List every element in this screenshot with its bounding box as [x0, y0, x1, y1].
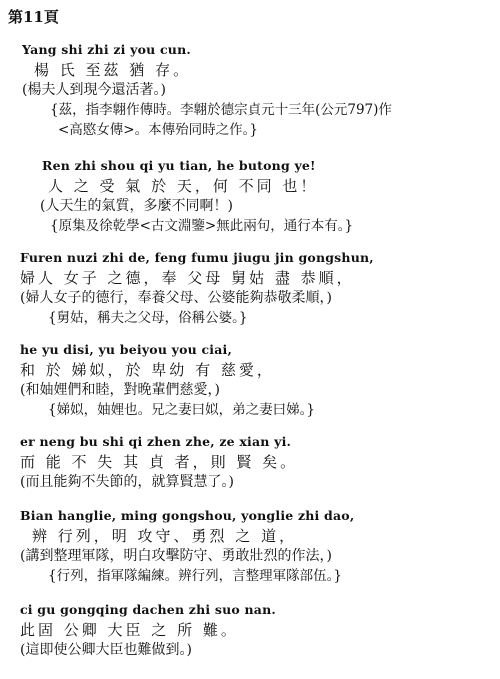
chinese-line: 楊 氏 至茲 猶 存。 — [34, 61, 192, 79]
translation-line: (人天生的氣質，多麼不同啊！) — [40, 198, 233, 214]
note-line: {舅姑，稱夫之父母，俗稱公婆。} — [48, 310, 248, 326]
translation-line: (講到整理軍隊，明白攻擊防守、勇敢壯烈的作法，) — [20, 548, 332, 564]
pinyin-line: Yang shi zhi zi you cun. — [22, 42, 191, 57]
translation-line: (和妯娌們和睦，對晚輩們慈愛，) — [20, 382, 220, 398]
note-line: {茲，指李翺作傳時。李翺於德宗貞元十三年(公元797)作 — [50, 102, 392, 118]
pinyin-line: Furen nuzi zhi de, feng fumu jiugu jin gongshun, — [20, 250, 374, 265]
translation-line: (婦人女子的德行，奉養父母、公婆能夠恭敬柔順，) — [20, 290, 332, 306]
chinese-line: 人 之 受 氣 於 天，何 不同 也！ — [48, 177, 319, 195]
pinyin-line: he yu disi, yu beiyou you ciai, — [20, 342, 233, 357]
note-line: {娣姒，妯娌也。兄之妻曰姒，弟之妻曰娣。} — [48, 402, 315, 418]
translation-line: (這即使公卿大臣也難做到。) — [20, 642, 192, 658]
pinyin-line: ci gu gongqing dachen zhi suo nan. — [20, 602, 276, 617]
pinyin-line: er neng bu shi qi zhen zhe, ze xian yi. — [20, 434, 292, 449]
note-line: {行列，指軍隊編練。辨行列，言整理軍隊部伍。} — [48, 568, 342, 584]
page-number: 第11頁 — [8, 8, 59, 26]
pinyin-line: Ren zhi shou qi yu tian, he butong ye! — [42, 158, 316, 173]
chinese-line: 辨 行列，明 攻守、勇烈 之 道， — [32, 527, 298, 545]
note-line: {原集及徐乾學<古文淵鑒>無此兩句，通行本有。} — [50, 218, 354, 234]
chinese-line: 和 於 娣姒，於 卑幼 有 慈愛， — [20, 361, 275, 379]
chinese-line: 婦人 女子 之德，奉 父母 舅姑 盡 恭順， — [20, 269, 355, 287]
pinyin-line: Bian hanglie, ming gongshou, yonglie zhi dao, — [20, 508, 355, 523]
translation-line: (楊夫人到現今還活著。) — [22, 82, 166, 98]
chinese-line: 此固 公卿 大臣 之 所 難。 — [20, 621, 239, 639]
chinese-line: 而 能 不 失 其 貞 者，則 賢 矣。 — [20, 453, 299, 471]
note-line: <高愍女傳>。本傳殆同時之作。} — [58, 122, 258, 138]
translation-line: (而且能夠不失節的，就算賢慧了。) — [20, 474, 234, 490]
